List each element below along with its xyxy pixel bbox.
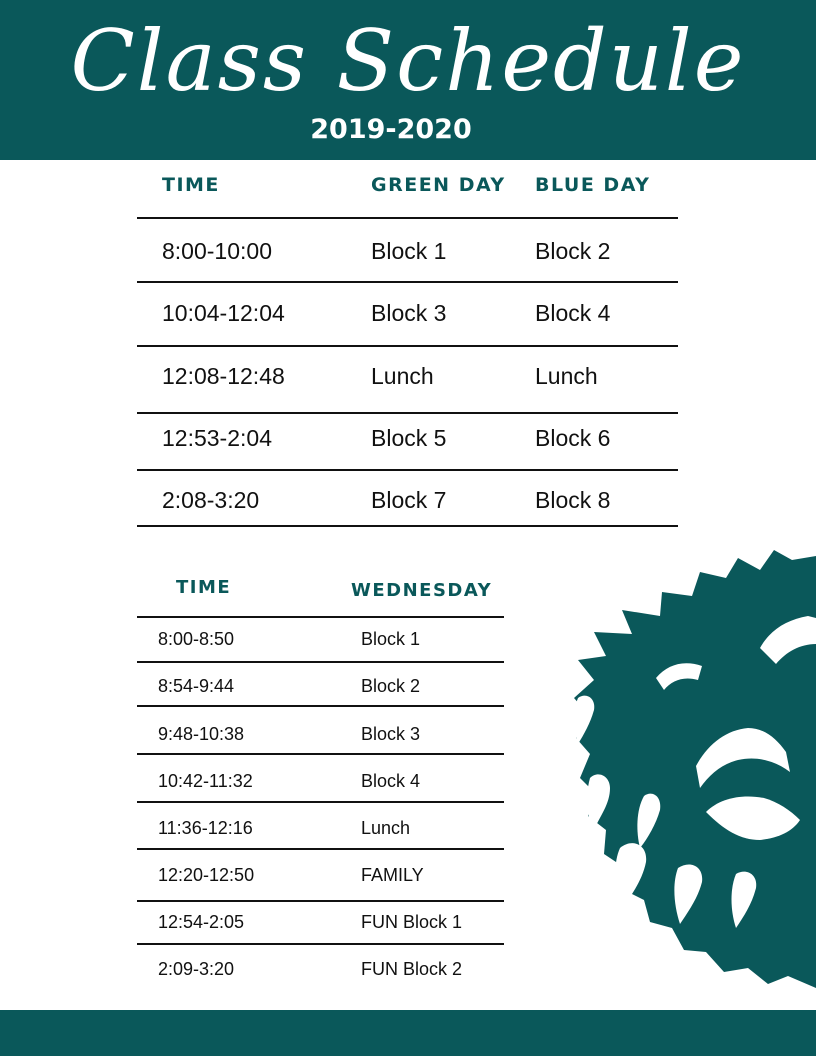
main-time-cell: 8:00-10:00	[162, 238, 272, 264]
table-divider	[137, 705, 504, 707]
table-divider	[137, 469, 678, 471]
table-divider	[137, 848, 504, 850]
main-time-cell: 12:08-12:48	[162, 363, 285, 389]
wed-time-cell: 2:09-3:20	[158, 959, 235, 979]
main-time-cell: 2:08-3:20	[162, 487, 260, 513]
table-divider	[137, 753, 504, 755]
lion-head-icon	[560, 548, 816, 988]
main-col-blue-day: BLUE DAY	[535, 174, 651, 196]
main-blue-cell: Lunch	[535, 363, 598, 389]
wed-block-cell: FUN Block 2	[361, 959, 463, 979]
main-blue-cell: Block 2	[535, 238, 611, 264]
wed-time-cell: 8:00-8:50	[158, 629, 235, 649]
table-divider	[137, 801, 504, 803]
wed-time-cell: 12:54-2:05	[158, 912, 245, 932]
main-time-cell: 12:53-2:04	[162, 425, 272, 451]
footer-banner	[0, 1010, 816, 1056]
main-time-cell: 10:04-12:04	[162, 300, 285, 326]
main-green-cell: Lunch	[371, 363, 434, 389]
main-blue-cell: Block 8	[535, 487, 611, 513]
page-title: Class Schedule	[70, 12, 746, 110]
table-divider	[137, 525, 678, 527]
wed-time-cell: 11:36-12:16	[158, 818, 253, 838]
wed-time-cell: 8:54-9:44	[158, 676, 235, 696]
wed-time-cell: 10:42-11:32	[158, 771, 253, 791]
table-divider	[137, 661, 504, 663]
wed-block-cell: Block 4	[361, 771, 421, 791]
main-green-cell: Block 1	[371, 238, 447, 264]
school-year: 2019-2020	[310, 114, 472, 145]
wed-block-cell: FAMILY	[361, 865, 424, 885]
wed-block-cell: Block 3	[361, 724, 421, 744]
wed-col-time: TIME	[176, 577, 232, 598]
wed-time-cell: 9:48-10:38	[158, 724, 245, 744]
main-blue-cell: Block 6	[535, 425, 611, 451]
header-banner	[0, 0, 816, 160]
table-divider	[137, 412, 678, 414]
table-divider	[137, 281, 678, 283]
wed-block-cell: Block 1	[361, 629, 421, 649]
main-green-cell: Block 7	[371, 487, 447, 513]
table-divider	[137, 616, 504, 618]
main-blue-cell: Block 4	[535, 300, 611, 326]
wed-time-cell: 12:20-12:50	[158, 865, 255, 885]
table-divider	[137, 943, 504, 945]
wed-block-cell: FUN Block 1	[361, 912, 463, 932]
table-divider	[137, 217, 678, 219]
wed-block-cell: Block 2	[361, 676, 421, 696]
main-col-green-day: GREEN DAY	[371, 174, 506, 196]
table-divider	[137, 345, 678, 347]
main-green-cell: Block 3	[371, 300, 447, 326]
main-col-time: TIME	[162, 174, 220, 196]
wed-col-wednesday: WEDNESDAY	[351, 580, 493, 601]
wed-block-cell: Lunch	[361, 818, 411, 838]
table-divider	[137, 900, 504, 902]
main-green-cell: Block 5	[371, 425, 447, 451]
